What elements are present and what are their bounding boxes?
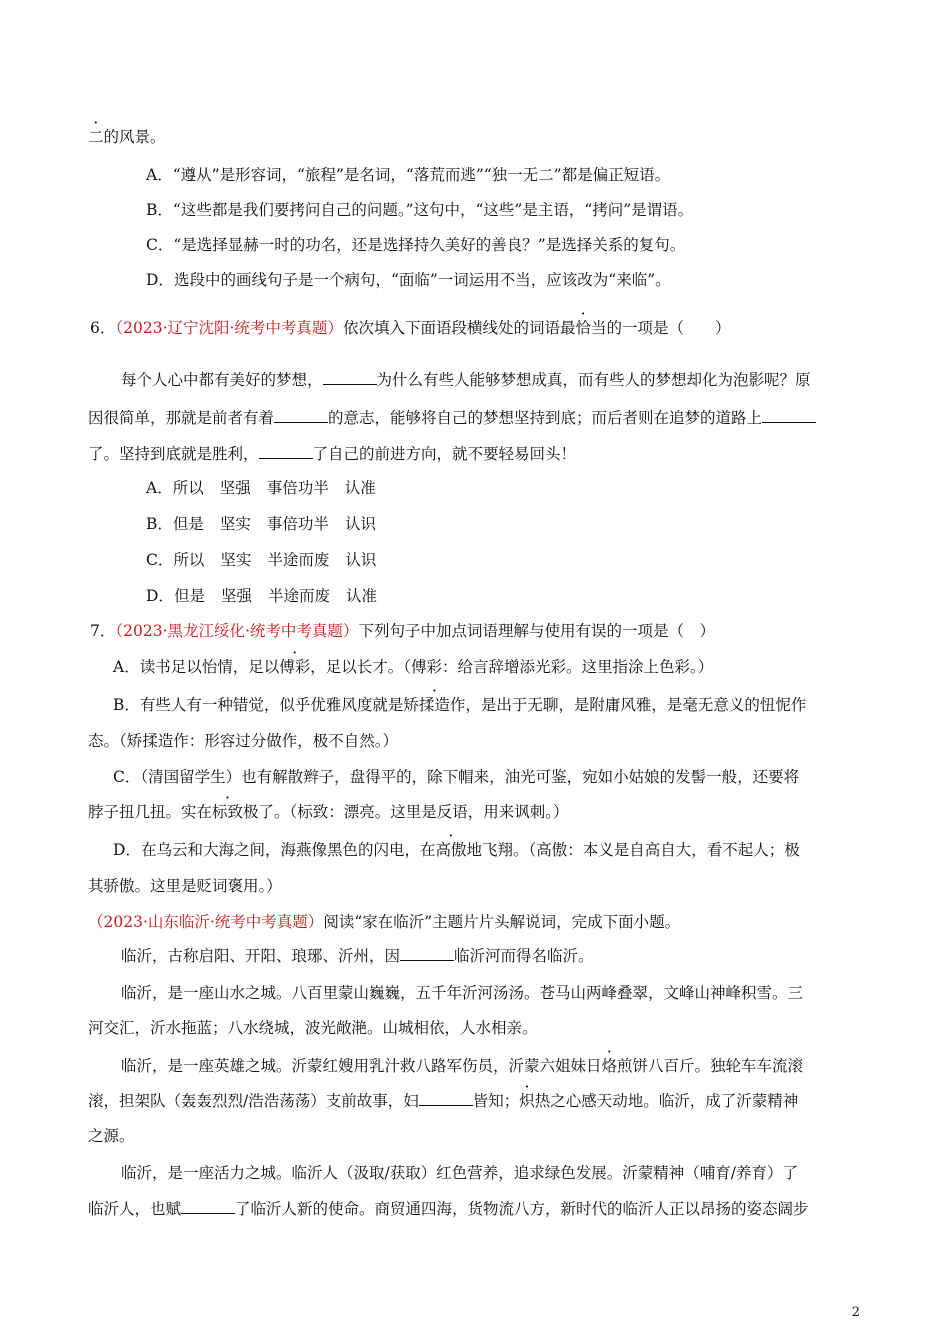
q8-para4-line2: 临沂人，也赋 了临沂人新的使命。商贸通四海，货物流八方，新时代的临沂人正以昂扬的姿态阔步 (88, 1200, 809, 1218)
q6-source: （2023·辽宁沈阳·统考中考真题） (115, 319, 343, 337)
q8-para2-line1: 临沂，是一座山水之城。八百里蒙山巍巍，五千年沂河汤汤。苍马山两峰叠翠，文峰山神峰积雪。三 (121, 984, 804, 1002)
q7-option-b: B．有些人有一种错觉，似乎优雅风度就是矫揉造作，是出于无聊，是附庸风雅，是毫无意义的忸怩作 (113, 696, 807, 714)
q6-para-line1: 每个人心中都有美好的梦想， 为什么有些人能够梦想成真，而有些人的梦想却化为泡影呢？原 (121, 371, 811, 389)
dotted-char: 二 (88, 128, 104, 146)
q7-option-c: C．（清国留学生）也有解散辫子，盘得平的，除下帽来，油光可鉴，宛如小姑娘的发髻一般，还要将 (113, 768, 800, 786)
q6-option-b: B．但是 坚实 事倍功半 认识 (146, 515, 376, 533)
q6-option-d: D．但是 坚强 半途而废 认准 (146, 587, 377, 605)
q8-para3-line3: 之源。 (88, 1127, 135, 1145)
q7-c-dotted: 标致 (212, 803, 244, 821)
q5-option-c: C．“是选择显赫一时的功名，还是选择持久美好的善良？”是选择关系的复句。 (146, 236, 686, 254)
q7-option-d: D．在乌云和大海之间，海燕像黑色的闪电，在高傲地飞翔。（高傲：本义是自高自大，看不起人；极 (113, 841, 800, 859)
q7-option-a: A．读书足以怡情，足以傅彩，足以长才。（傅彩：给言辞增添光彩。这里指涂上色彩。） (113, 658, 714, 676)
q7-a-dotted: 傅彩 (279, 658, 311, 676)
q8-para3-line2: 滚，担架队（轰轰烈烈/浩浩荡荡）支前故事，妇 皆知；炽热之心感天动地。临沂，成了沂蒙精神 (88, 1092, 799, 1110)
q7-option-b-cont: 态。（矫揉造作：形容过分做作，极不自然。） (88, 732, 399, 750)
q8-para2-line2: 河交汇，沂水拖蓝；八水绕城，波光敞滟。山城相依，人水相亲。 (88, 1019, 538, 1037)
q7-source: （2023·黑龙江绥化·统考中考真题） (115, 622, 359, 640)
q8-para3-line1: 临沂，是一座英雄之城。沂蒙红嫂用乳汁救八路军伤员，沂蒙六姐妹日烙煎饼八百斤。独轮车车流滚 (121, 1057, 804, 1075)
q8-source: （2023·山东临沂·统考中考真题） (88, 913, 324, 931)
q8-dotted-2: 炽 (519, 1092, 535, 1110)
page-number: 2 (851, 1305, 860, 1320)
q8-dotted-1: 烙 (601, 1057, 618, 1075)
continued-text (88, 127, 166, 147)
q6-stem: 6．（2023·辽宁沈阳·统考中考真题）依次填入下面语段横线处的词语最恰当的一项是（ ） (90, 319, 731, 337)
q8-stem: （2023·山东临沂·统考中考真题）阅读“家在临沂”主题片片头解说词，完成下面小题。 (88, 913, 681, 931)
q6-option-a: A．所以 坚强 事倍功半 认准 (146, 479, 376, 497)
q7-b-dotted: 矫揉造作 (403, 696, 466, 714)
q5-option-b: B．“这些都是我们要拷问自己的问题。”这句中，“这些”是主语，“拷问”是谓语。 (146, 201, 694, 219)
q6-para-line3: 了。坚持到底就是胜利， 了自己的前进方向，就不要轻易回头！ (88, 445, 577, 463)
q8-para1: 临沂，古称启阳、开阳、琅琊、沂州，因 临沂河而得名临沂。 (121, 947, 594, 965)
q6-para-line2: 因很简单，那就是前者有着 的意志，能够将自己的梦想坚持到底；而后者则在追梦的道路上 (88, 408, 816, 428)
q5-option-a: A．“遵从”是形容词，“旅程”是名词，“落荒而逃”“独一无二”都是偏正短语。 (146, 166, 671, 184)
q6-option-c: C．所以 坚实 半途而废 认识 (146, 551, 377, 569)
q8-para4-line1: 临沂，是一座活力之城。临沂人（汲取/获取）红色营养，追求绿色发展。沂蒙精神（哺育/养育）了 (121, 1164, 798, 1182)
q7-d-dotted: 高傲 (435, 841, 467, 859)
q7-option-d-cont: 其骄傲。这里是贬词褒用。） (88, 877, 282, 895)
q7-option-c-cont: 脖子扭几扭。实在标致极了。（标致：漂亮。这里是反语，用来讽刺。） (88, 803, 569, 821)
continued-tail: 的风景。 (103, 128, 166, 146)
q7-stem: 7．（2023·黑龙江绥化·统考中考真题）下列句子中加点词语理解与使用有误的一项是（ ） (90, 622, 715, 640)
q5-option-d: D．选段中的画线句子是一个病句，“面临”一词运用不当，应该改为“来临”。 (146, 271, 671, 289)
q6-dotted: 最恰当 (559, 319, 607, 337)
